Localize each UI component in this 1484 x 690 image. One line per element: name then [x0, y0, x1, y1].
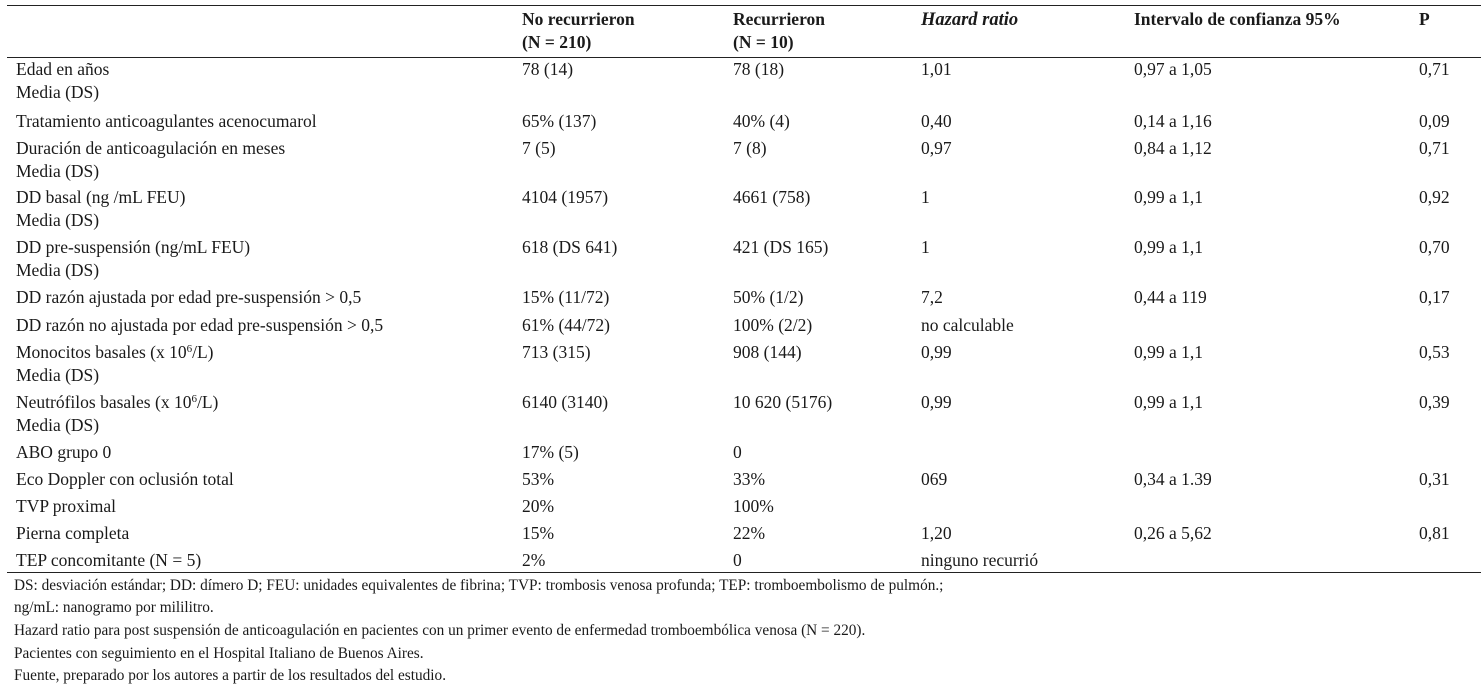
cell-p: 0,17 — [1419, 287, 1450, 307]
row-label — [16, 468, 234, 491]
row-label — [16, 314, 383, 337]
cell-no-recurrieron: 618 (DS 641) — [522, 237, 618, 257]
row-label-text: Edad en años — [16, 59, 110, 79]
cell-hazard-ratio: ninguno recurrió — [921, 550, 1039, 570]
cell-intervalo: 0,44 a 119 — [1134, 287, 1207, 307]
cell-no-recurrieron: 53% — [522, 469, 555, 489]
row-label — [16, 391, 218, 437]
cell-intervalo: 0,99 a 1,1 — [1134, 187, 1204, 207]
row-sublabel: Media (DS) — [16, 365, 100, 385]
row-label — [16, 522, 129, 545]
cell-recurrieron: 100% — [733, 496, 774, 516]
row-label-text: DD pre-suspensión (ng/mL FEU) — [16, 237, 251, 257]
bottom-rule — [7, 572, 1481, 573]
cell-no-recurrieron: 15% (11/72) — [522, 287, 610, 307]
row-label-text: TVP proximal — [16, 496, 116, 516]
cell-p: 0,09 — [1419, 111, 1450, 131]
cell-hazard-ratio: 0,99 — [921, 342, 952, 362]
cell-no-recurrieron: 61% (44/72) — [522, 315, 610, 335]
cell-p: 0,31 — [1419, 469, 1450, 489]
row-label-text: Neutrófilos basales (x $10^6/L$) — [16, 392, 219, 412]
cell-recurrieron: 33% — [733, 469, 766, 489]
footnote-line: Pacientes con seguimiento en el Hospital Italiano de Buenos Aires. — [14, 645, 424, 662]
cell-hazard-ratio: 0,97 — [921, 138, 952, 158]
row-label — [16, 286, 361, 309]
cell-intervalo: 0,84 a 1,12 — [1134, 138, 1212, 158]
cell-no-recurrieron: 20% — [522, 496, 555, 516]
top-rule — [7, 5, 1481, 6]
row-label — [16, 441, 111, 464]
cell-recurrieron: 0 — [733, 442, 742, 462]
cell-recurrieron: 7 (8) — [733, 138, 767, 158]
cell-hazard-ratio: 1 — [921, 237, 930, 257]
cell-hazard-ratio: 1,20 — [921, 523, 952, 543]
row-label-text: Tratamiento anticoagulantes acenocumarol — [16, 111, 317, 131]
cell-no-recurrieron: 78 (14) — [522, 59, 574, 79]
row-label-text: DD razón no ajustada por edad pre-suspensión > 0,5 — [16, 315, 384, 335]
cell-p: 0,92 — [1419, 187, 1450, 207]
footnote-line: Hazard ratio para post suspensión de anticoagulación en pacientes con un primer evento de enfermedad tromboembólica venosa (N = 220). — [14, 622, 866, 639]
footnote-line: DS: desviación estándar; DD: dímero D; FEU: unidades equivalentes de fibrina; TVP: trombosis venosa profunda; TEP: tromboembolismo de pulmón.; — [14, 577, 944, 594]
cell-no-recurrieron: 713 (315) — [522, 342, 591, 362]
row-label — [16, 186, 185, 232]
cell-intervalo: 0,26 a 5,62 — [1134, 523, 1212, 543]
cell-no-recurrieron: 7 (5) — [522, 138, 556, 158]
cell-intervalo: 0,99 a 1,1 — [1134, 392, 1204, 412]
cell-recurrieron: 4661 (758) — [733, 187, 811, 207]
cell-p: 0,71 — [1419, 138, 1450, 158]
cell-hazard-ratio: no calculable — [921, 315, 1014, 335]
footnote-line: Fuente, preparado por los autores a partir de los resultados del estudio. — [14, 667, 447, 684]
row-sublabel: Media (DS) — [16, 415, 100, 435]
cell-intervalo: 0,99 a 1,1 — [1134, 342, 1204, 362]
row-label-text: Eco Doppler con oclusión total — [16, 469, 234, 489]
cell-recurrieron: 421 (DS 165) — [733, 237, 829, 257]
cell-p: 0,70 — [1419, 237, 1450, 257]
cell-recurrieron: 10 620 (5176) — [733, 392, 833, 412]
cell-p: 0,39 — [1419, 392, 1450, 412]
row-label — [16, 495, 116, 518]
cell-recurrieron: 0 — [733, 550, 742, 570]
cell-hazard-ratio: 0,99 — [921, 392, 952, 412]
row-sublabel: Media (DS) — [16, 210, 100, 230]
header-no-recurrieron: No recurrieron (N = 210) — [522, 9, 635, 52]
cell-no-recurrieron: 6140 (3140) — [522, 392, 609, 412]
cell-hazard-ratio: 7,2 — [921, 287, 943, 307]
row-label — [16, 58, 109, 104]
row-label-text: ABO grupo 0 — [16, 442, 112, 462]
row-label — [16, 137, 285, 183]
row-label-text: TEP concomitante (N = 5) — [16, 550, 202, 570]
row-label-text: Monocitos basales (x $10^6/L$) — [16, 342, 214, 362]
cell-recurrieron: 22% — [733, 523, 766, 543]
row-label-text: Duración de anticoagulación en meses — [16, 138, 286, 158]
cell-p: 0,81 — [1419, 523, 1450, 543]
cell-no-recurrieron: 65% (137) — [522, 111, 597, 131]
cell-hazard-ratio: 069 — [921, 469, 948, 489]
row-label-text: Pierna completa — [16, 523, 130, 543]
cell-hazard-ratio: 0,40 — [921, 111, 952, 131]
cell-recurrieron: 78 (18) — [733, 59, 785, 79]
row-label — [16, 549, 201, 572]
cell-p: 0,71 — [1419, 59, 1450, 79]
cell-recurrieron: 40% (4) — [733, 111, 790, 131]
header-hazard-ratio: Hazard ratio — [921, 10, 1019, 30]
cell-hazard-ratio: 1,01 — [921, 59, 952, 79]
cell-recurrieron: 908 (144) — [733, 342, 802, 362]
cell-intervalo: 0,14 a 1,16 — [1134, 111, 1212, 131]
cell-recurrieron: 50% (1/2) — [733, 287, 804, 307]
cell-no-recurrieron: 17% (5) — [522, 442, 579, 462]
row-label-text: DD basal (ng /mL FEU) — [16, 187, 186, 207]
row-label — [16, 341, 214, 387]
cell-intervalo: 0,99 a 1,1 — [1134, 237, 1204, 257]
row-label — [16, 110, 317, 133]
cell-p: 0,53 — [1419, 342, 1450, 362]
cell-no-recurrieron: 2% — [522, 550, 546, 570]
footnote-line: ng/mL: nanogramo por mililitro. — [14, 599, 214, 616]
row-sublabel: Media (DS) — [16, 260, 100, 280]
row-label-text: DD razón ajustada por edad pre-suspensión > 0,5 — [16, 287, 362, 307]
header-p: P — [1419, 9, 1430, 29]
cell-hazard-ratio: 1 — [921, 187, 930, 207]
row-sublabel: Media (DS) — [16, 161, 100, 181]
cell-no-recurrieron: 15% — [522, 523, 555, 543]
row-sublabel: Media (DS) — [16, 82, 100, 102]
cell-recurrieron: 100% (2/2) — [733, 315, 813, 335]
cell-no-recurrieron: 4104 (1957) — [522, 187, 609, 207]
cell-intervalo: 0,97 a 1,05 — [1134, 59, 1212, 79]
cell-intervalo: 0,34 a 1.39 — [1134, 469, 1212, 489]
header-recurrieron: Recurrieron (N = 10) — [733, 9, 826, 52]
header-intervalo-confianza: Intervalo de confianza 95% — [1134, 9, 1341, 29]
row-label — [16, 236, 250, 282]
